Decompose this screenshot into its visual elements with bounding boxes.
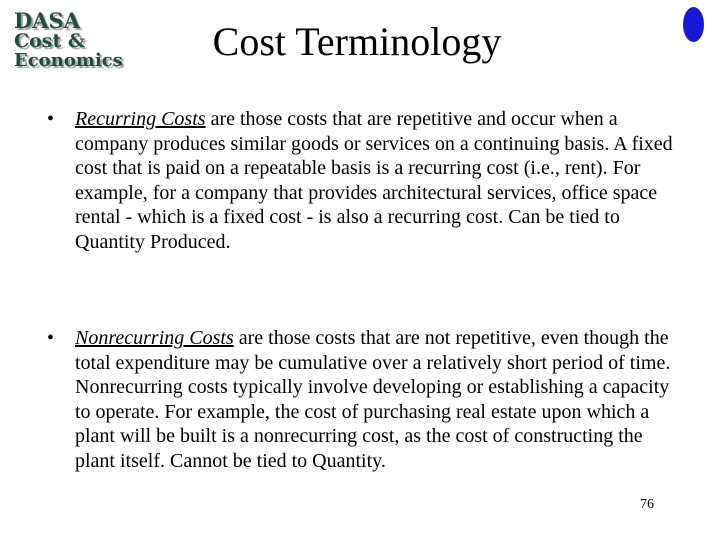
bullet-marker: • [47, 108, 55, 130]
definition-nonrecurring-costs: are those costs that are not repetitive, even though the total expenditure may be cumulative over a relatively short period of time. Nonrecurring costs typically involve developing or establishing a capacity to operate. For example, the cost of purchasing real estate upon which a plant will be built is a nonrecurring cost, as the cost of constructing the plant itself. Cannot be tied to Quantity. [75, 327, 671, 472]
logo-line-1: DASA [14, 8, 80, 33]
slide-title: Cost Terminology [212, 19, 502, 64]
bullet-marker: • [47, 327, 55, 349]
bullet-text [75, 326, 687, 473]
definition-recurring-costs: are those costs that are repetitive and occur when a company produces similar goods or services on a continuing basis. A fixed cost that is paid on a repeatable basis is a recurring cost (i.e., rent). For example, for a company that provides architectural services, office space rental - which is a fixed cost - is also a recurring cost. Can be tied to Quantity Produced. [75, 108, 673, 253]
logo-line-3: Economics [14, 50, 123, 71]
page-number: 76 [640, 497, 654, 512]
bullet-text [75, 107, 687, 254]
term-nonrecurring-costs: Nonrecurring Costs [75, 327, 234, 349]
logo-line-2: Cost & [14, 30, 86, 52]
slide-title-container [0, 18, 720, 66]
blue-oval-marker [683, 7, 704, 42]
term-recurring-costs: Recurring Costs [75, 108, 206, 130]
